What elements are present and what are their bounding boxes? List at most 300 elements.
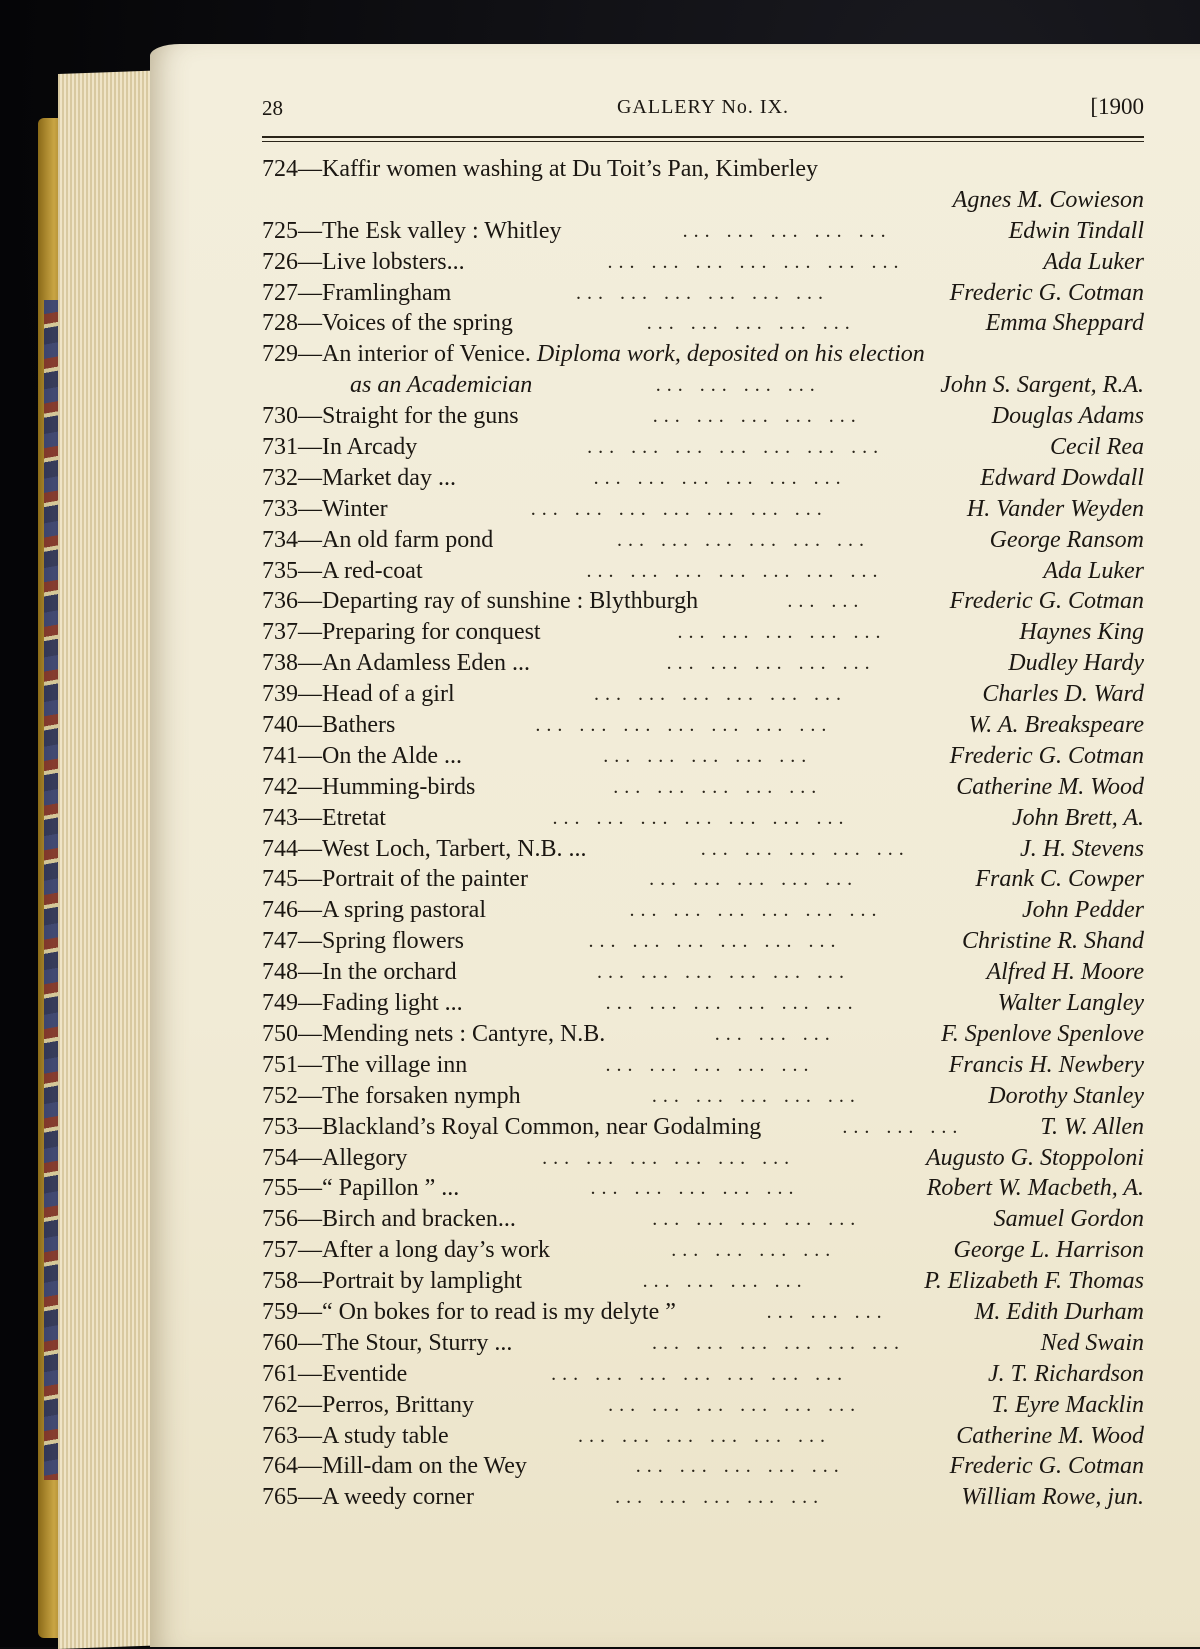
- work-title: Portrait of the painter: [322, 866, 528, 893]
- entry-number: 748: [262, 959, 298, 986]
- dot-leader: ... ... ... ... ...: [646, 312, 856, 335]
- work-title: “ On bokes for to read is my delyte ”: [322, 1298, 676, 1325]
- work-title: The village inn: [322, 1051, 468, 1078]
- entry-dash: —: [298, 279, 322, 306]
- dot-leader: ... ... ... ... ...: [635, 1455, 845, 1478]
- entry-dash: —: [298, 526, 322, 553]
- catalogue-entry: [262, 1019, 1144, 1050]
- catalogue-entry: [262, 1297, 1144, 1328]
- artist-name: Edwin Tindall: [1008, 217, 1144, 244]
- entry-number: 738: [262, 650, 298, 677]
- work-title: Preparing for conquest: [322, 619, 541, 646]
- entry-number: 745: [262, 866, 298, 893]
- work-title: In the orchard: [322, 959, 457, 986]
- entry-lead: [262, 681, 455, 707]
- catalogue-entry: [262, 926, 1144, 957]
- dot-leader: ... ... ... ... ... ...: [608, 1393, 862, 1416]
- artist-name: Agnes M. Cowieson: [952, 186, 1144, 213]
- entry-lead: [262, 280, 451, 306]
- entry-number: 733: [262, 495, 298, 522]
- entry-dash: —: [298, 341, 322, 368]
- entry-lead: [262, 805, 386, 831]
- entry-lead: [262, 1330, 512, 1356]
- artist-name: Frederic G. Cotman: [949, 742, 1144, 769]
- entry-number: 728: [262, 310, 298, 337]
- entry-number: 736: [262, 588, 298, 615]
- dot-leader: ... ... ... ... ...: [666, 652, 876, 675]
- dot-leader: ... ... ... ... ... ...: [616, 528, 870, 551]
- entry-dash: —: [298, 1113, 322, 1140]
- catalogue-entry: [262, 463, 1144, 494]
- entry-lead: [262, 1206, 516, 1232]
- entry-lead: [262, 928, 464, 954]
- artist-name: Samuel Gordon: [993, 1206, 1144, 1233]
- entry-number: 740: [262, 712, 298, 739]
- artist-name: Catherine M. Wood: [956, 1422, 1144, 1449]
- entry-lead: [262, 558, 423, 584]
- entry-number: 761: [262, 1360, 298, 1387]
- entry-lead: [262, 310, 513, 336]
- work-title: Straight for the guns: [322, 403, 519, 430]
- catalogue-entry: [262, 710, 1144, 741]
- artist-name: M. Edith Durham: [974, 1298, 1144, 1325]
- work-title: Mill-dam on the Wey: [322, 1453, 527, 1480]
- entry-number: 729: [262, 341, 298, 368]
- entry-dash: —: [298, 217, 322, 244]
- entry-dash: —: [298, 1237, 322, 1264]
- dot-leader: ... ... ... ... ... ...: [652, 1331, 905, 1354]
- work-title: Blackland’s Royal Common, near Godalming: [322, 1113, 762, 1140]
- catalogue-entry: [262, 1328, 1144, 1359]
- dot-leader: ... ... ... ... ... ...: [597, 961, 851, 984]
- artist-name: Francis H. Newbery: [948, 1051, 1144, 1078]
- catalogue-entry: [262, 957, 1144, 988]
- dot-leader: ... ... ... ... ... ... ...: [607, 250, 905, 273]
- entry-number: 753: [262, 1113, 298, 1140]
- catalogue-entry: [262, 864, 1144, 895]
- catalogue-entry: [262, 586, 1144, 617]
- catalogue-entry: [262, 185, 1144, 216]
- page-content: [262, 92, 1144, 1513]
- entry-dash: —: [298, 650, 322, 677]
- entry-dash: —: [298, 959, 322, 986]
- entry-dash: —: [298, 403, 322, 430]
- work-title: Spring flowers: [322, 928, 464, 955]
- work-title: Fading light ...: [322, 990, 463, 1017]
- entry-number: 737: [262, 619, 298, 646]
- entry-lead: [262, 1484, 474, 1510]
- catalogue-entry: [262, 741, 1144, 772]
- entry-number: 751: [262, 1051, 298, 1078]
- catalogue-entry: [262, 1266, 1144, 1297]
- dot-leader: ... ... ... ... ...: [615, 1486, 825, 1509]
- entry-number: 744: [262, 835, 298, 862]
- catalogue-entry: [262, 339, 1144, 370]
- entry-lead: [262, 156, 818, 182]
- work-title: Head of a girl: [322, 681, 455, 708]
- artist-name: Walter Langley: [997, 990, 1144, 1017]
- entry-number: 747: [262, 928, 298, 955]
- entry-dash: —: [298, 866, 322, 893]
- dot-leader: ... ... ... ... ...: [603, 744, 813, 767]
- entry-dash: —: [298, 495, 322, 522]
- entry-lead: [262, 712, 395, 738]
- catalogue-entry: [262, 525, 1144, 556]
- entry-number: 758: [262, 1268, 298, 1295]
- entry-dash: —: [298, 681, 322, 708]
- entry-dash: —: [298, 1422, 322, 1449]
- artist-name: F. Spenlove Spenlove: [941, 1020, 1144, 1047]
- dot-leader: ... ... ... ... ... ...: [605, 992, 859, 1015]
- entry-lead: [262, 1268, 522, 1294]
- catalogue-entry: [262, 1390, 1144, 1421]
- entry-dash: —: [298, 1360, 322, 1387]
- entry-dash: —: [298, 619, 322, 646]
- artist-name: Frank C. Cowper: [975, 866, 1144, 893]
- entry-number: 726: [262, 248, 298, 275]
- entry-number: 760: [262, 1329, 298, 1356]
- entry-lead: [262, 990, 463, 1016]
- dot-leader: ... ... ... ...: [671, 1239, 837, 1262]
- entry-dash: —: [298, 928, 322, 955]
- entry-number: 757: [262, 1237, 298, 1264]
- work-title: After a long day’s work: [322, 1237, 550, 1264]
- catalogue-list: [262, 154, 1144, 1513]
- work-title: Voices of the spring: [322, 310, 513, 337]
- entry-number: 734: [262, 526, 298, 553]
- dot-leader: ... ... ... ... ... ... ...: [552, 806, 850, 829]
- catalogue-entry: [262, 308, 1144, 339]
- work-title: “ Papillon ” ...: [322, 1175, 460, 1202]
- entry-lead: [262, 1299, 676, 1325]
- catalogue-entry: [262, 803, 1144, 834]
- entry-lead: [262, 403, 519, 429]
- entry-dash: —: [298, 804, 322, 831]
- dot-leader: ... ... ... ... ... ...: [629, 899, 883, 922]
- entry-number: 750: [262, 1020, 298, 1047]
- catalogue-entry: [262, 1081, 1144, 1112]
- entry-lead: [262, 836, 587, 862]
- dot-leader: ... ... ... ...: [642, 1270, 808, 1293]
- catalogue-entry: [262, 1235, 1144, 1266]
- artist-name: T. W. Allen: [1040, 1113, 1144, 1140]
- dot-leader: ... ... ... ... ...: [652, 1208, 862, 1231]
- dot-leader: ... ... ... ... ... ...: [594, 683, 848, 706]
- entry-dash: —: [298, 1484, 322, 1511]
- catalogue-entry: [262, 494, 1144, 525]
- catalogue-entry: [262, 1482, 1144, 1513]
- dot-leader: ... ... ... ... ... ... ...: [586, 559, 884, 582]
- dot-leader: ... ... ... ... ...: [613, 775, 823, 798]
- entry-lead: [262, 341, 925, 367]
- entry-number: 742: [262, 773, 298, 800]
- dot-leader: ... ... ... ... ...: [682, 219, 892, 242]
- artist-name: Catherine M. Wood: [956, 773, 1144, 800]
- dot-leader: ... ... ... ... ... ... ...: [530, 497, 828, 520]
- work-title: The forsaken nymph: [322, 1082, 521, 1109]
- dot-leader: ... ... ... ... ... ... ...: [551, 1362, 849, 1385]
- entry-lead: [262, 1361, 407, 1387]
- artist-name: Douglas Adams: [991, 403, 1144, 430]
- artist-name: W. A. Breakspeare: [968, 712, 1144, 739]
- work-title: A red-coat: [322, 557, 423, 584]
- entry-dash: —: [298, 557, 322, 584]
- entry-lead: [262, 1392, 474, 1418]
- dot-leader: ... ... ...: [842, 1115, 964, 1138]
- entry-lead: [350, 372, 532, 398]
- entry-lead: [262, 1052, 467, 1078]
- entry-dash: —: [298, 773, 322, 800]
- work-title: Eventide: [322, 1360, 408, 1387]
- gallery-title: GALLERY No. IX.: [616, 96, 790, 118]
- artist-name: Emma Sheppard: [985, 310, 1144, 337]
- artist-name: John Brett, A.: [1012, 804, 1144, 831]
- header-rule: [262, 136, 1144, 142]
- dot-leader: ... ... ... ...: [655, 374, 821, 397]
- artist-name: J. T. Richardson: [988, 1360, 1144, 1387]
- work-title: Framlingham: [322, 279, 452, 306]
- dot-leader: ... ... ... ... ... ... ...: [535, 714, 833, 737]
- entry-lead: [262, 496, 388, 522]
- work-title: Winter: [322, 495, 388, 522]
- entry-lead: [262, 1145, 407, 1171]
- entry-number: 731: [262, 434, 298, 461]
- catalogue-entry: [262, 247, 1144, 278]
- entry-number: 765: [262, 1484, 298, 1511]
- entry-lead: [262, 866, 528, 892]
- work-note: as an Academician: [350, 372, 533, 399]
- entry-dash: —: [298, 1268, 322, 1295]
- entry-dash: —: [298, 1051, 322, 1078]
- dot-leader: ... ... ... ... ...: [677, 621, 887, 644]
- artist-name: Alfred H. Moore: [986, 959, 1144, 986]
- entry-number: 755: [262, 1175, 298, 1202]
- artist-name: J. H. Stevens: [1020, 835, 1144, 862]
- page-number: 28: [262, 96, 283, 120]
- catalogue-entry: [262, 1204, 1144, 1235]
- artist-name: Ned Swain: [1040, 1329, 1144, 1356]
- entry-dash: —: [298, 1329, 322, 1356]
- entry-lead: [262, 588, 698, 614]
- year-label: [1900: [1090, 94, 1144, 119]
- work-title: Mending nets : Cantyre, N.B.: [322, 1020, 606, 1047]
- entry-number: 752: [262, 1082, 298, 1109]
- entry-lead: [262, 1114, 761, 1140]
- artist-name: William Rowe, jun.: [961, 1484, 1144, 1511]
- dot-leader: ... ... ... ... ... ...: [577, 1424, 831, 1447]
- entry-number: 735: [262, 557, 298, 584]
- catalogue-entry: [262, 1143, 1144, 1174]
- artist-name: John Pedder: [1022, 897, 1144, 924]
- dot-leader: ... ... ...: [714, 1022, 836, 1045]
- catalogue-entry: [262, 370, 1144, 401]
- entry-lead: [262, 1453, 527, 1479]
- entry-number: 730: [262, 403, 298, 430]
- artist-name: Augusto G. Stoppoloni: [925, 1144, 1144, 1171]
- catalogue-entry: [262, 401, 1144, 432]
- entry-lead: [262, 527, 493, 553]
- entry-lead: [262, 743, 462, 769]
- work-title: Birch and bracken...: [322, 1206, 516, 1233]
- entry-number: 754: [262, 1144, 298, 1171]
- work-title: An interior of Venice.: [322, 341, 531, 368]
- catalogue-entry: [262, 988, 1144, 1019]
- entry-number: 763: [262, 1422, 298, 1449]
- entry-dash: —: [298, 1020, 322, 1047]
- entry-number: 724: [262, 156, 298, 182]
- dot-leader: ... ... ... ... ...: [700, 837, 910, 860]
- artist-name: T. Eyre Macklin: [991, 1391, 1144, 1418]
- work-title: Departing ray of sunshine : Blythburgh: [322, 588, 699, 615]
- entry-number: 743: [262, 804, 298, 831]
- dot-leader: ... ... ... ... ... ...: [542, 1146, 796, 1169]
- entry-dash: —: [298, 835, 322, 862]
- catalogue-entry: [262, 1050, 1144, 1081]
- catalogue-entry: [262, 1173, 1144, 1204]
- entry-dash: —: [298, 712, 322, 739]
- catalogue-entry: [262, 154, 1144, 185]
- entry-number: 727: [262, 279, 298, 306]
- work-title: An Adamless Eden ...: [322, 650, 530, 677]
- work-title: In Arcady: [322, 434, 418, 461]
- artist-name: Frederic G. Cotman: [949, 588, 1144, 615]
- entry-number: 759: [262, 1298, 298, 1325]
- catalogue-entry: [262, 648, 1144, 679]
- catalogue-entry: [262, 1451, 1144, 1482]
- artist-name: Dudley Hardy: [1008, 650, 1144, 677]
- work-title: An old farm pond: [322, 526, 494, 553]
- entry-number: 741: [262, 742, 298, 769]
- artist-name: Dorothy Stanley: [988, 1082, 1144, 1109]
- running-head: [262, 92, 1144, 126]
- entry-dash: —: [298, 897, 322, 924]
- entry-dash: —: [298, 1298, 322, 1325]
- entry-lead: [262, 619, 541, 645]
- entry-dash: —: [298, 742, 322, 769]
- entry-lead: [262, 1021, 605, 1047]
- entry-lead: [262, 774, 475, 800]
- dot-leader: ... ... ... ... ... ...: [588, 930, 842, 953]
- work-title: Allegory: [322, 1144, 408, 1171]
- entry-number: 732: [262, 464, 298, 491]
- catalogue-entry: [262, 834, 1144, 865]
- work-title: West Loch, Tarbert, N.B. ...: [322, 835, 587, 862]
- entry-lead: [262, 650, 530, 676]
- catalogue-entry: [262, 278, 1144, 309]
- entry-dash: —: [298, 990, 322, 1017]
- artist-name: Frederic G. Cotman: [949, 1453, 1144, 1480]
- catalogue-entry: [262, 617, 1144, 648]
- dot-leader: ... ... ... ... ...: [652, 405, 862, 428]
- work-title: Perros, Brittany: [322, 1391, 474, 1418]
- entry-lead: [262, 1423, 449, 1449]
- entry-number: 739: [262, 681, 298, 708]
- work-title: Portrait by lamplight: [322, 1268, 522, 1295]
- work-title: Bathers: [322, 712, 396, 739]
- dot-leader: ... ... ... ... ...: [590, 1177, 800, 1200]
- catalogue-entry: [262, 1112, 1144, 1143]
- catalogue-entry: [262, 556, 1144, 587]
- artist-name: George L. Harrison: [953, 1237, 1144, 1264]
- dot-leader: ... ... ...: [766, 1300, 888, 1323]
- artist-name: Ada Luker: [1043, 557, 1144, 584]
- entry-dash: —: [298, 310, 322, 337]
- entry-number: 725: [262, 217, 298, 244]
- artist-name: George Ransom: [989, 526, 1144, 553]
- catalogue-entry: [262, 216, 1144, 247]
- entry-dash: —: [298, 1082, 322, 1109]
- dot-leader: ... ...: [787, 590, 865, 613]
- work-title: A weedy corner: [322, 1484, 474, 1511]
- entry-dash: —: [298, 1144, 322, 1171]
- entry-lead: [262, 1083, 521, 1109]
- entry-dash: —: [298, 1391, 322, 1418]
- entry-number: 749: [262, 990, 298, 1017]
- artist-name: Robert W. Macbeth, A.: [926, 1175, 1144, 1202]
- catalogue-entry: [262, 679, 1144, 710]
- work-title: Live lobsters...: [322, 248, 465, 275]
- dot-leader: ... ... ... ... ...: [605, 1053, 815, 1076]
- entry-dash: —: [298, 588, 322, 615]
- work-title: On the Alde ...: [322, 742, 462, 769]
- entry-lead: [262, 1237, 550, 1263]
- work-title: Market day ...: [322, 464, 456, 491]
- work-title: The Esk valley : Whitley: [322, 217, 562, 244]
- dot-leader: ... ... ... ... ...: [651, 1084, 861, 1107]
- entry-number: 762: [262, 1391, 298, 1418]
- entry-dash: —: [298, 1453, 322, 1480]
- artist-name: John S. Sargent, R.A.: [940, 372, 1144, 399]
- entry-lead: [262, 897, 486, 923]
- artist-name: Cecil Rea: [1050, 434, 1144, 461]
- dot-leader: ... ... ... ... ...: [649, 868, 859, 891]
- entry-lead: [262, 434, 417, 460]
- catalogue-entry: [262, 895, 1144, 926]
- catalogue-entry: [262, 1359, 1144, 1390]
- entry-dash: —: [298, 156, 322, 182]
- entry-lead: [262, 218, 562, 244]
- catalogue-entry: [262, 1421, 1144, 1452]
- artist-name: Edward Dowdall: [980, 464, 1144, 491]
- work-title: A spring pastoral: [322, 897, 486, 924]
- dot-leader: ... ... ... ... ... ...: [575, 281, 829, 304]
- entry-dash: —: [298, 248, 322, 275]
- artist-name: Charles D. Ward: [982, 681, 1144, 708]
- artist-name: P. Elizabeth F. Thomas: [924, 1268, 1144, 1295]
- entry-dash: —: [298, 1206, 322, 1233]
- entry-dash: —: [298, 464, 322, 491]
- dot-leader: ... ... ... ... ... ...: [593, 466, 847, 489]
- entry-number: 756: [262, 1206, 298, 1233]
- entry-lead: [262, 1175, 459, 1201]
- work-title: Etretat: [322, 804, 386, 831]
- work-title: Kaffir women washing at Du Toit’s Pan, Kimberley: [322, 156, 819, 182]
- work-title: Humming-birds: [322, 773, 476, 800]
- entry-dash: —: [298, 1175, 322, 1202]
- entry-dash: —: [298, 434, 322, 461]
- catalogue-entry: [262, 432, 1144, 463]
- artist-name: Ada Luker: [1043, 248, 1144, 275]
- artist-name: Frederic G. Cotman: [949, 279, 1144, 306]
- work-note: Diploma work, deposited on his election: [530, 341, 925, 368]
- entry-lead: [262, 465, 456, 491]
- entry-number: 764: [262, 1453, 298, 1480]
- work-title: A study table: [322, 1422, 449, 1449]
- entry-lead: [262, 959, 457, 985]
- dot-leader: ... ... ... ... ... ... ...: [587, 436, 885, 459]
- entry-lead: [262, 249, 465, 275]
- artist-name: Haynes King: [1019, 619, 1144, 646]
